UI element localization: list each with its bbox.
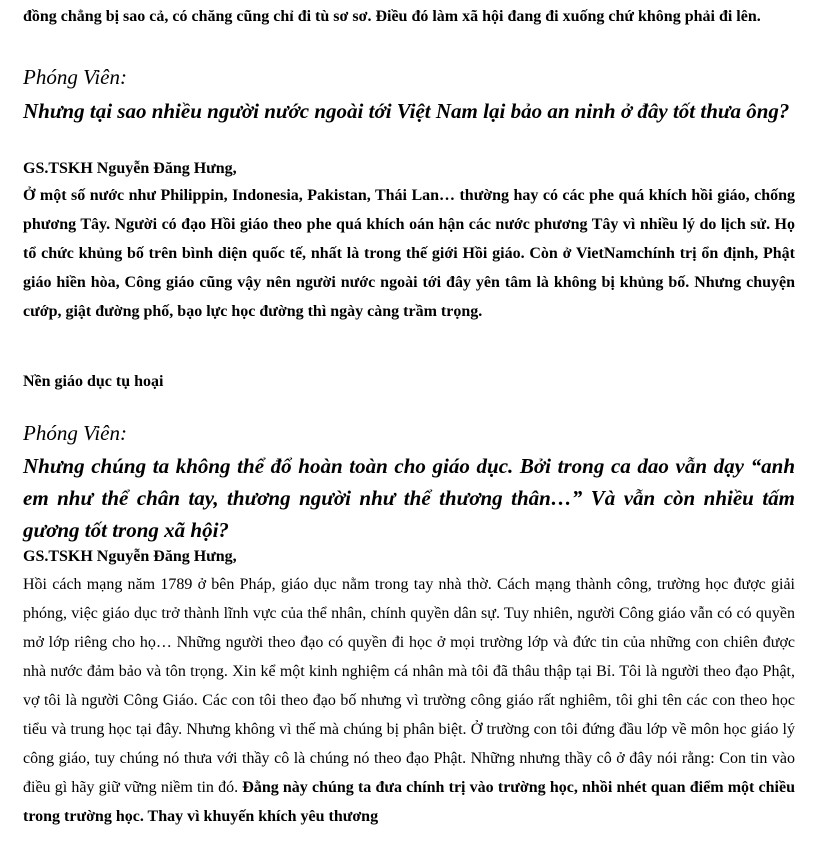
answer-2-regular-text: Hồi cách mạng năm 1789 ở bên Pháp, giáo dục nằm trong tay nhà thờ. Cách mạng thành công, trường học được giải phóng, việc giáo dục trở thành lĩnh vực của thể nhân, chính quyền dân sự. Tuy nhiên, người Công giáo vẫn có có quyền mở lớp riêng cho họ… Những người theo đạo có quyền đi học ở mọi trường lớp và đức tin của những con chiên được nhà nước đảm bảo và tôn trọng. Xin kể một kinh nghiệm cá nhân mà tôi đã thâu thập tại Bỉ. Tôi là người theo đạo Phật, vợ tôi là người Công Giáo. Các con tôi theo đạo bố nhưng vì trường công giáo rất nghiêm, tôi ghi tên các con theo học tiểu và trung học tại đây. Nhưng không vì thế mà chúng bị phân biệt. Ở trường con tôi đứng đầu lớp về môn học giáo lý công giáo, tuy chúng nó thưa với thầy cô là chúng nó theo đạo Phật. Những nhưng thầy cô ở đây nói rằng: Con tin vào điều gì hãy giữ vững niềm tin đó. xyxy=(23,576,795,796)
speaker-label-1: Phóng Viên: xyxy=(23,65,127,89)
answer-2-bold-text: Đằng này chúng ta đưa chính trị vào trường học, nhồi nhét quan điểm một chiều trong trường học. Thay vì khuyến khích yêu thương xyxy=(23,779,795,825)
answer-paragraph-1: Ở một số nước như Philippin, Indonesia, Pakistan, Thái Lan… thường hay có các phe quá khích hồi giáo, chống phương Tây. Người có đạo Hồi giáo theo phe quá khích oán hận các nước phương Tây vì nhiều lý do lịch sử. Họ tổ chức khủng bố trên bình diện quốc tế, nhất là trong thế giới Hồi giáo. Còn ở VietNamchính trị ổn định, Phật giáo hiền hòa, Công giáo cũng vậy nên người nước ngoài tới đây yên tâm là không bị khủng bố. Nhưng chuyện cướp, giật đường phố, bạo lực học đường thì ngày càng trầm trọng. xyxy=(23,187,795,320)
respondent-name-1: GS.TSKH Nguyễn Đăng Hưng, xyxy=(23,160,237,177)
intro-paragraph: đồng chẳng bị sao cả, có chăng cũng chỉ đi tù sơ sơ. Điều đó làm xã hội đang đi xuống chứ không phải đi lên. xyxy=(23,8,761,25)
answer-paragraph-2 xyxy=(23,570,795,831)
section-heading: Nền giáo dục tụ hoại xyxy=(23,373,164,390)
interview-question-2: Nhưng chúng ta không thể đổ hoàn toàn cho giáo dục. Bởi trong ca dao vẫn dạy “anh em như thể chân tay, thương người như thể thương thân…” Và vẫn còn nhiều tấm gương tốt trong xã hội? xyxy=(23,454,795,542)
respondent-name-2: GS.TSKH Nguyễn Đăng Hưng, xyxy=(23,548,237,565)
interview-question-1: Nhưng tại sao nhiều người nước ngoài tới Việt Nam lại bảo an ninh ở đây tốt thưa ông? xyxy=(23,99,790,123)
speaker-label-2: Phóng Viên: xyxy=(23,421,127,445)
